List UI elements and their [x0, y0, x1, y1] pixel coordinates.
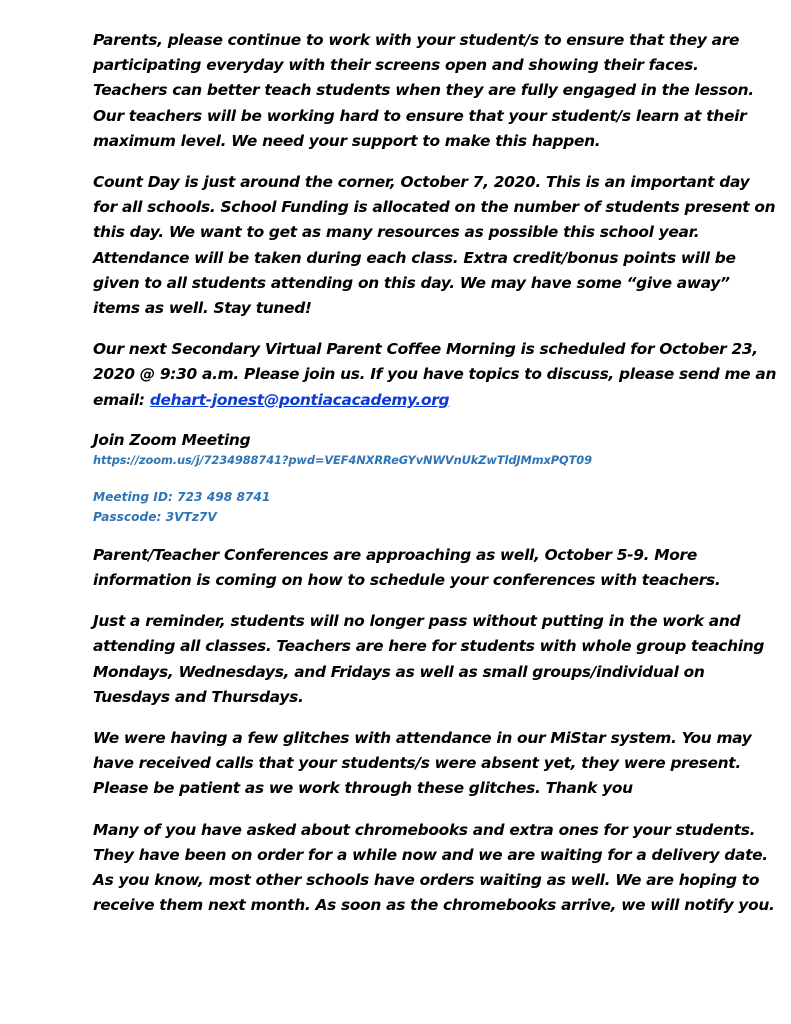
- meeting-passcode: Passcode: 3VTz7V: [93, 509, 217, 524]
- reminder-paragraph: [93, 609, 765, 710]
- text-line: Many of you have asked about chromebooks and extra ones for your students.: [93, 820, 756, 839]
- text-line: Teachers can better teach students when they are fully engaged in the lesson.: [93, 81, 754, 100]
- zoom-meeting-block: [93, 429, 713, 527]
- chromebooks-paragraph: [93, 818, 775, 919]
- text-line: As you know, most other schools have orders waiting as well. We are hoping to: [93, 871, 760, 890]
- text-line: Attendance will be taken during each class. Extra credit/bonus points will be: [93, 248, 736, 267]
- email-link[interactable]: dehart-jonest@pontiacacademy.org: [149, 390, 450, 409]
- text-line: Our teachers will be working hard to ensure that your student/s learn at their: [93, 106, 747, 125]
- zoom-heading: Join Zoom Meeting: [93, 430, 251, 449]
- text-line: Mondays, Wednesdays, and Fridays as well as small groups/individual on: [93, 662, 705, 681]
- text-line: have received calls that your students/s were absent yet, they were present.: [93, 754, 741, 773]
- screens-paragraph: [93, 28, 754, 154]
- coffee-morning-paragraph: [93, 337, 777, 413]
- text-line: Just a reminder, students will no longer pass without putting in the work and: [93, 612, 741, 631]
- text-line: receive them next month. As soon as the chromebooks arrive, we will notify you.: [93, 896, 775, 915]
- text-line: Count Day is just around the corner, October 7, 2020. This is an important day: [93, 173, 750, 192]
- text-line: We were having a few glitches with attendance in our MiStar system. You may: [93, 729, 752, 748]
- count-day-paragraph: [93, 170, 776, 321]
- text-line: given to all students attending on this day. We may have some “give away”: [93, 273, 730, 292]
- text-line: Tuesdays and Thursdays.: [93, 687, 304, 706]
- text-line: Our next Secondary Virtual Parent Coffee Morning is scheduled for October 23,: [93, 340, 758, 359]
- text-line: for all schools. School Funding is allocated on the number of students present on: [93, 198, 776, 217]
- zoom-meeting-link[interactable]: https://zoom.us/j/7234988741?pwd=VEF4NXRReGYvNWVnUkZwTldJMmxPQT09: [93, 452, 592, 467]
- text-line: Please be patient as we work through these glitches. Thank you: [93, 779, 633, 798]
- email-prefix: email:: [93, 390, 150, 409]
- email-line: [93, 388, 713, 413]
- text-line: participating everyday with their screens open and showing their faces.: [93, 56, 699, 75]
- text-line: this day. We want to get as many resources as possible this school year.: [93, 223, 700, 242]
- text-line: maximum level. We need your support to make this happen.: [93, 131, 601, 150]
- text-line: attending all classes. Teachers are here for students with whole group teaching: [93, 637, 765, 656]
- text-line: Parents, please continue to work with your student/s to ensure that they are: [93, 31, 740, 49]
- letter-page: [93, 28, 777, 934]
- text-line: 2020 @ 9:30 a.m. Please join us. If you have topics to discuss, please send me an: [93, 365, 777, 384]
- attendance-glitches-paragraph: [93, 726, 752, 802]
- meeting-id: Meeting ID: 723 498 8741: [93, 489, 271, 504]
- text-line: items as well. Stay tuned!: [93, 299, 312, 318]
- text-line: information is coming on how to schedule your conferences with teachers.: [93, 571, 721, 590]
- conferences-paragraph: [93, 543, 721, 593]
- text-line: They have been on order for a while now and we are waiting for a delivery date.: [93, 845, 768, 864]
- text-line: Parent/Teacher Conferences are approaching as well, October 5-9. More: [93, 545, 697, 564]
